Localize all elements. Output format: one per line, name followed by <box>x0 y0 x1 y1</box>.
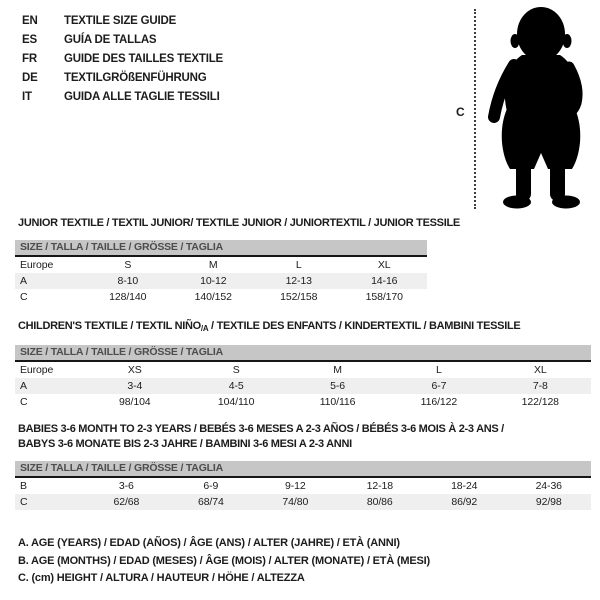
table-row <box>15 289 427 305</box>
size-value-cell: 86/92 <box>451 496 478 508</box>
legend-notes <box>18 535 430 588</box>
table-row <box>15 378 591 394</box>
note-age-years: A. AGE (YEARS) / EDAD (AÑOS) / ÂGE (ANS) / ALTER (JAHRE) / ETÀ (ANNI) <box>18 537 400 549</box>
children-title-prefix: CHILDREN'S TEXTILE / TEXTIL NIÑO <box>18 320 201 332</box>
note-height-cm: C. (cm) HEIGHT / ALTURA / HAUTEUR / HÖHE / ALTEZZA <box>18 572 305 584</box>
toddler-figure-block <box>450 3 600 215</box>
size-value-cell: L <box>295 259 302 271</box>
size-header-bar: SIZE / TALLA / TAILLE / GRÖSSE / TAGLIA <box>15 461 591 478</box>
table-row <box>15 257 427 273</box>
height-measure-label-c: C <box>456 105 465 119</box>
size-value-cell: M <box>208 259 218 271</box>
size-header-bar: SIZE / TALLA / TAILLE / GRÖSSE / TAGLIA <box>15 240 427 257</box>
babies-title-line1: BABIES 3-6 MONTH TO 2-3 YEARS / BEBÉS 3-6 MESES A 2-3 AÑOS / BÉBÉS 3-6 MOIS À 2-3 ANS / <box>18 423 504 435</box>
language-code: ES <box>22 34 37 46</box>
row-label-cell: Europe <box>20 364 54 376</box>
size-value-cell: 116/122 <box>420 396 458 408</box>
height-measure-dotted-line <box>474 9 476 209</box>
language-row-it <box>22 88 223 107</box>
language-row-es <box>22 31 223 50</box>
size-value-cell: 8-10 <box>117 275 139 287</box>
size-table <box>15 362 591 410</box>
language-code: FR <box>22 53 37 65</box>
children-title-suffix: / TEXTILE DES ENFANTS / KINDERTEXTIL / BAMBINI TESSILE <box>208 320 521 332</box>
size-value-cell: 62/68 <box>113 496 140 508</box>
size-value-cell: 152/158 <box>280 291 318 303</box>
guide-title-it: GUIDA ALLE TAGLIE TESSILI <box>64 91 220 103</box>
size-value-cell: 128/140 <box>109 291 147 303</box>
table-row <box>15 494 591 510</box>
table-row <box>15 394 591 410</box>
language-code: EN <box>22 15 38 27</box>
junior-section-title: JUNIOR TEXTILE / TEXTIL JUNIOR/ TEXTILE JUNIOR / JUNIORTEXTIL / JUNIOR TESSILE <box>18 217 460 229</box>
children-section-title <box>18 319 520 336</box>
size-value-cell: 5-6 <box>330 380 345 392</box>
size-value-cell: 92/98 <box>535 496 562 508</box>
note-age-months: B. AGE (MONTHS) / EDAD (MESES) / ÂGE (MOIS) / ALTER (MONATE) / ETÀ (MESI) <box>18 554 430 567</box>
babies-title-line2: BABYS 3-6 MONATE BIS 2-3 JAHRE / BAMBINI 3-6 MESI A 2-3 ANNI <box>18 438 352 450</box>
size-value-cell: 104/110 <box>217 396 255 408</box>
table-row <box>15 362 591 378</box>
junior-size-table <box>15 240 427 305</box>
row-label-cell: A <box>20 380 27 392</box>
size-header-bar: SIZE / TALLA / TAILLE / GRÖSSE / TAGLIA <box>15 345 591 362</box>
size-table <box>15 257 427 305</box>
size-value-cell: S <box>124 259 132 271</box>
size-value-cell: 18-24 <box>451 480 478 492</box>
size-value-cell: 12-13 <box>285 275 312 287</box>
language-code: DE <box>22 72 38 84</box>
size-value-cell: 68/74 <box>197 496 224 508</box>
size-value-cell: 3-6 <box>118 480 134 492</box>
size-value-cell: 80/86 <box>366 496 393 508</box>
size-value-cell: 122/128 <box>521 396 559 408</box>
table-row <box>15 478 591 494</box>
language-guide-list <box>22 12 223 107</box>
row-label-cell: B <box>20 480 27 492</box>
language-code: IT <box>22 91 32 103</box>
size-value-cell: 4-5 <box>228 380 244 392</box>
size-value-cell: 9-12 <box>285 480 306 492</box>
children-title-subscript: /A <box>200 324 209 333</box>
row-label-cell: C <box>20 396 28 408</box>
size-value-cell: 6-9 <box>203 480 219 492</box>
guide-title-es: GUÍA DE TALLAS <box>64 34 157 46</box>
babies-section-title <box>18 422 504 452</box>
size-value-cell: 6-7 <box>431 380 447 392</box>
size-table <box>15 478 591 510</box>
row-label-cell: C <box>20 496 28 508</box>
size-value-cell: 14-16 <box>371 275 398 287</box>
language-row-en <box>22 12 223 31</box>
size-value-cell: 3-4 <box>127 380 143 392</box>
size-value-cell: 10-12 <box>200 275 227 287</box>
size-value-cell: M <box>333 364 342 376</box>
size-value-cell: 110/116 <box>319 396 356 408</box>
size-value-cell: 140/152 <box>194 291 232 303</box>
size-value-cell: S <box>232 364 240 376</box>
size-value-cell: XS <box>127 364 142 376</box>
size-value-cell: L <box>436 364 442 376</box>
babies-size-table <box>15 461 591 510</box>
guide-title-en: TEXTILE SIZE GUIDE <box>64 15 177 27</box>
size-value-cell: XL <box>533 364 547 376</box>
row-label-cell: Europe <box>20 259 54 271</box>
row-label-cell: A <box>20 275 27 287</box>
language-row-de <box>22 69 223 88</box>
size-value-cell: 98/104 <box>119 396 151 408</box>
size-value-cell: 7-8 <box>532 380 548 392</box>
toddler-silhouette-icon <box>484 3 599 213</box>
size-value-cell: 12-18 <box>366 480 393 492</box>
guide-title-fr: GUIDE DES TAILLES TEXTILE <box>64 53 223 65</box>
children-size-table <box>15 345 591 410</box>
table-row <box>15 273 427 289</box>
size-value-cell: 24-36 <box>535 480 562 492</box>
size-value-cell: 158/170 <box>365 291 403 303</box>
row-label-cell: C <box>20 291 28 303</box>
guide-title-de: TEXTILGRÖßENFÜHRUNG <box>64 72 207 84</box>
language-row-fr <box>22 50 223 69</box>
size-value-cell: 74/80 <box>282 496 309 508</box>
size-value-cell: XL <box>377 259 391 271</box>
